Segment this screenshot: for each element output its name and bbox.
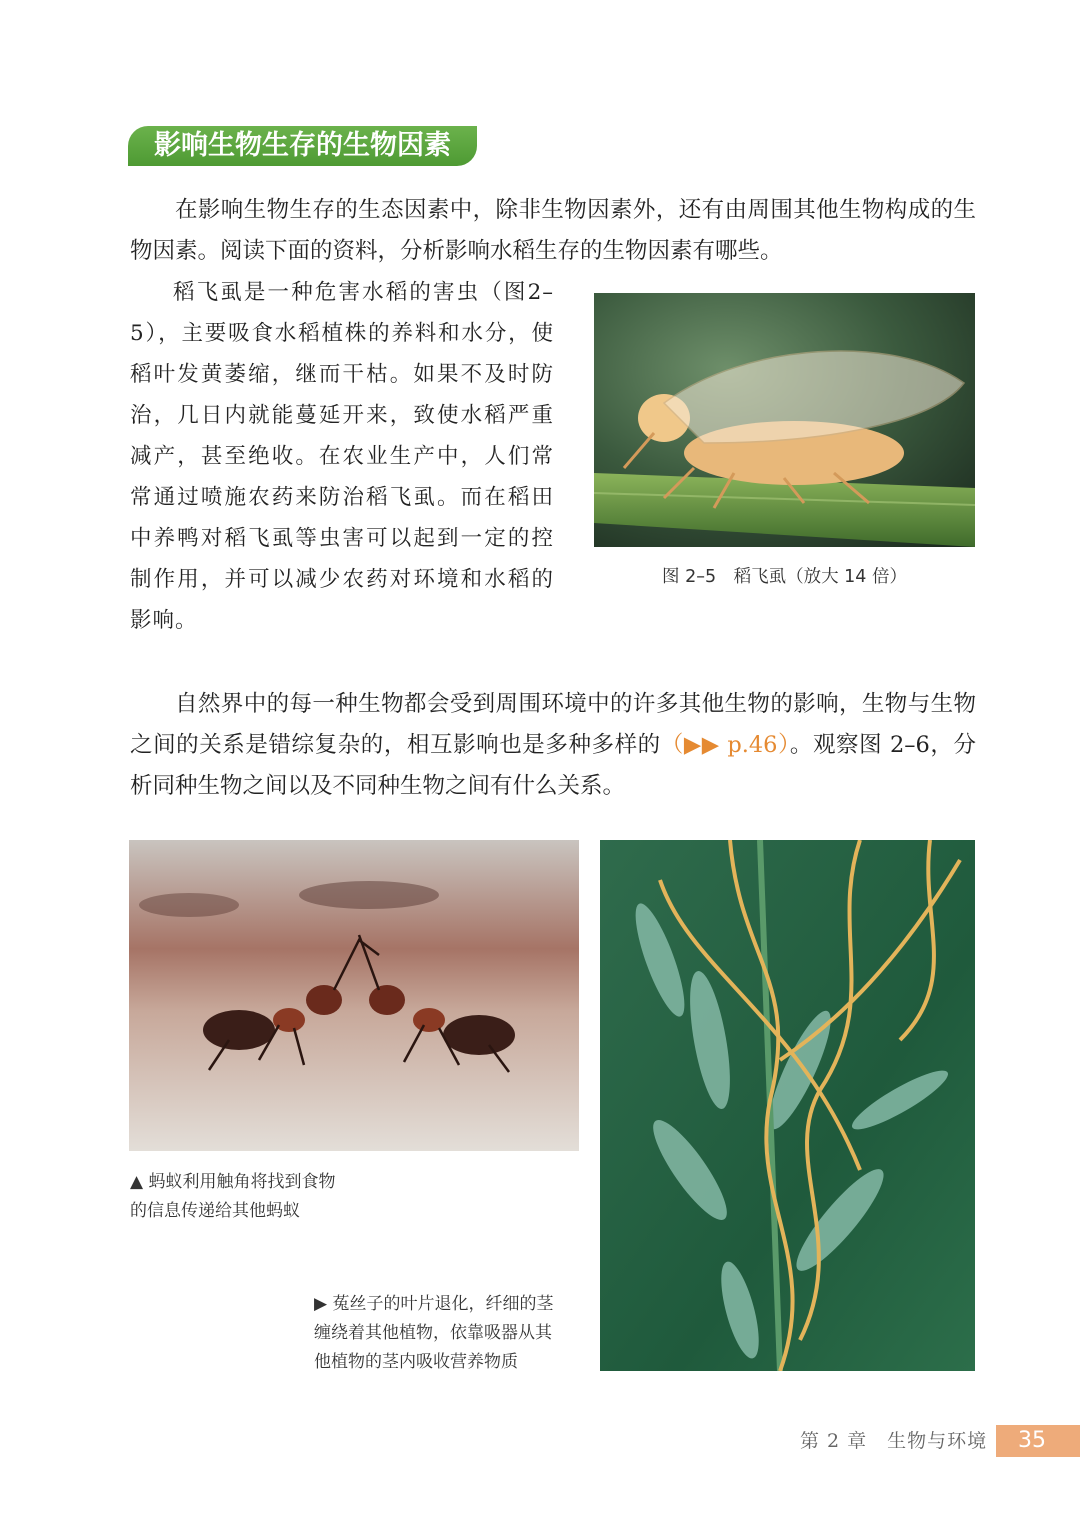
page-reference-link[interactable]: （▶▶ p.46） [660,732,790,758]
page-number: 35 [996,1425,1080,1457]
section-title: 影响生物生存的生物因素 [128,126,477,166]
para2-text-before: 自然界中的每一种生物都会受到周围环境中的许多其他生物的影响，生物与生物之间的关系是错综复杂的，相互影响也是多种多样的 [130,691,976,758]
dodder-photo [600,840,975,1371]
planthopper-story: 稻飞虱是一种危害水稻的害虫（图2–5），主要吸食水稻植株的养料和水分，使稻叶发黄萎缩，继而干枯。如果不及时防治，几日内就能蔓延开来，致使水稻严重减产，甚至绝收。在农业生产中，人们常常通过喷施农药来防治稻飞虱。而在稻田中养鸭对稻飞虱等虫害可以起到一定的控制作用，并可以减少农药对环境和水稻的影响。 [130,280,554,633]
ants-photo [129,840,579,1151]
figure-2-5-caption: 图 2–5 稻飞虱（放大 14 倍） [662,567,907,587]
planthopper-photo [594,293,975,547]
ants-caption-line-1: ▲ 蚂蚁利用触角将找到食物 [130,1172,336,1192]
intro-paragraph: 在影响生物生存的生态因素中，除非生物因素外，还有由周围其他生物构成的生物因素。阅读下面的资料，分析影响水稻生存的生物因素有哪些。 [130,197,976,264]
dodder-caption-line-2: 缠绕着其他植物，依靠吸器从其 [314,1323,552,1343]
relationship-paragraph [130,684,976,807]
dodder-caption-line-3: 他植物的茎内吸收营养物质 [314,1352,518,1372]
chapter-footer: 第 2 章 生物与环境 [800,1430,988,1452]
ants-caption-line-2: 的信息传递给其他蚂蚁 [130,1201,300,1221]
dodder-caption [314,1290,584,1377]
ants-caption [130,1168,390,1226]
para2-text-after: 。观察图 2–6，分析同种生物之间以及不同种生物之间有什么关系。 [130,732,976,799]
dodder-caption-line-1: ▶ 菟丝子的叶片退化，纤细的茎 [314,1294,554,1314]
